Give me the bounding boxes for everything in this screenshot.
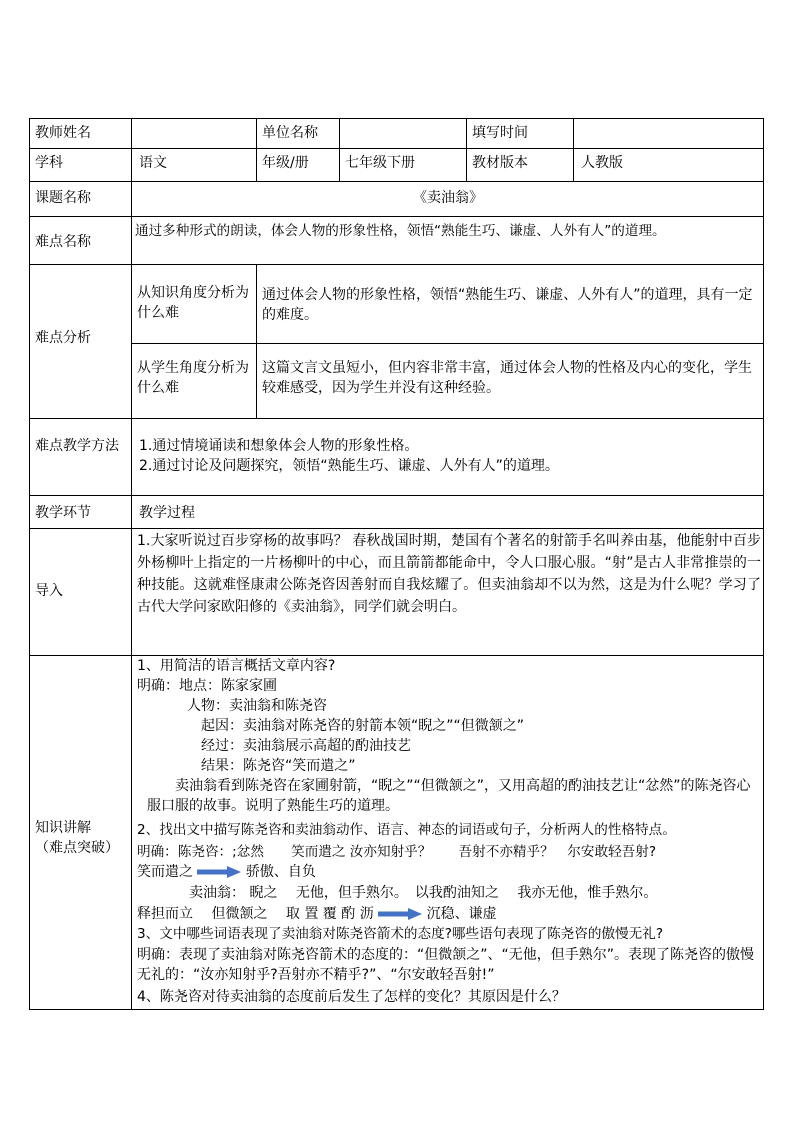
row-divider (29, 264, 764, 265)
analysis-label: 难点分析 (35, 330, 91, 346)
grade-label: 年级/册 (262, 155, 309, 171)
table-border-left (29, 118, 30, 1010)
q3-text: 3、文中哪些词语表现了卖油翁对陈尧咨箭术的态度?哪些语句表现了陈尧咨的傲慢无礼? (137, 926, 664, 942)
textbook-label: 教材版本 (472, 155, 528, 171)
q2-answer-chen-trait (137, 862, 761, 882)
q2-old-man-trait: 沉稳、谦虚 (426, 906, 497, 922)
col-divider (339, 118, 340, 182)
textbook-value: 人教版 (581, 155, 623, 171)
q1-answer-process: 经过：卖油翁展示高超的酌油技艺 (201, 738, 411, 754)
q1-answer-people: 人物：卖油翁和陈尧咨 (187, 698, 327, 714)
steps-label: 教学环节 (35, 505, 91, 521)
knowledge-label: 知识讲解 (35, 820, 91, 836)
analysis-student-label: 从学生角度分析为什么难 (137, 360, 249, 396)
methods-line-2: 2.通过讨论及问题探究，领悟“熟能生巧、谦虚、人外有人”的道理。 (139, 458, 559, 474)
q4-text: 4、陈尧咨对待卖油翁的态度前后发生了怎样的变化？其原因是什么？ (137, 989, 566, 1005)
row-divider (29, 495, 764, 496)
q1-answer-cause: 起因：卖油翁对陈尧咨的射箭本领“睨之”“但微颔之” (201, 718, 525, 734)
analysis-knowledge-label: 从知识角度分析为什么难 (137, 285, 249, 321)
q3-answer: 明确：表现了卖油翁对陈尧咨箭术的态度的：“但微颔之”、“无他，但手熟尔”。表现了陈尧咨的傲慢无礼的：“汝亦知射乎?吾射亦不精乎?”、“尔安敢轻吾射!” (137, 947, 755, 983)
topic-label: 课题名称 (35, 190, 91, 206)
col-divider (256, 264, 257, 419)
q1-answer-result: 结果：陈尧咨“笑而遣之” (201, 758, 356, 774)
knowledge-sublabel: （难点突破） (35, 840, 119, 856)
row-divider (131, 343, 764, 344)
q2-answer-chen: 明确：陈尧咨：;忿然 笑而遣之 汝亦知射乎？ 吾射不亦精乎？ 尔安敢轻吾射? (137, 844, 657, 860)
table-border-top (29, 118, 764, 119)
row-divider (29, 528, 764, 529)
analysis-knowledge-text: 通过体会人物的形象性格，领悟“熟能生巧、谦虚、人外有人”的道理，具有一定的难度。 (262, 287, 753, 323)
difficulty-value: 通过多种形式的朗读，体会人物的形象性格，领悟“熟能生巧、谦虚、人外有人”的道理。 (135, 223, 666, 239)
q2-chen-words: 笑而遣之 (137, 864, 193, 880)
row-divider (29, 216, 764, 217)
q2-old-man-words: 释担而立 但微颔之 取 置 覆 酌 沥 (137, 906, 374, 922)
table-border-bottom (29, 1009, 764, 1010)
intro-label: 导入 (35, 583, 63, 599)
teacher-name-label: 教师姓名 (35, 125, 91, 141)
col-divider (131, 118, 132, 1010)
q2-text: 2、找出文中描写陈尧咨和卖油翁动作、语言、神态的词语或句子，分析两人的性格特点。 (137, 822, 676, 838)
difficulty-label: 难点名称 (35, 234, 91, 250)
intro-text: 1.大家听说过百步穿杨的故事吗？ 春秋战国时期，楚国有个著名的射箭手名叫养由基，他能射中百步外杨柳叶上指定的一片杨柳叶的中心，而且箭箭都能命中，令人口服心服。“射”是古人非常推崇的一种技能。这就难怪康肃公陈尧咨因善射而自我炫耀了。但卖油翁却不以为然，这是为什么呢？学习了古代大学问家欧阳修的《卖油翁》，同学们就会明白。 (137, 533, 761, 615)
methods-label: 难点教学方法 (35, 438, 119, 454)
lesson-plan-table (29, 118, 764, 1010)
q1-text: 1、用简洁的语言概括文章内容? (137, 658, 336, 674)
steps-value: 教学过程 (139, 505, 195, 521)
row-divider (29, 418, 764, 419)
unit-name-value[interactable] (345, 123, 465, 145)
q1-summary: 卖油翁看到陈尧咨在家圃射箭，“睨之”“但微颔之”，又用高超的酌油技艺让“忿然”的陈尧咨心服口服的故事。说明了熟能生巧的道理。 (147, 778, 751, 814)
row-divider (29, 148, 764, 149)
fill-time-value[interactable] (577, 123, 757, 145)
arrow-right-icon (378, 908, 422, 920)
topic-value: 《卖油翁》 (413, 190, 483, 206)
q2-answer-old-man: 卖油翁： 睨之 无他，但手熟尔。 以我酌油知之 我亦无他，惟手熟尔。 (189, 885, 658, 901)
row-divider (29, 655, 764, 656)
q1-answer-place: 明确：地点：陈家家圃 (137, 678, 277, 694)
table-border-right (763, 118, 764, 1010)
q2-answer-old-man-trait (137, 904, 761, 924)
teacher-name-value[interactable] (135, 123, 255, 145)
col-divider (466, 118, 467, 182)
col-divider (256, 118, 257, 182)
arrow-right-icon (197, 866, 241, 878)
analysis-student-text: 这篇文言文虽短小，但内容非常丰富，通过体会人物的性格及内心的变化，学生较难感受，因为学生并没有这种经验。 (262, 360, 752, 396)
q2-chen-trait: 骄傲、自负 (245, 864, 316, 880)
fill-time-label: 填写时间 (472, 125, 528, 141)
col-divider (573, 118, 574, 182)
unit-name-label: 单位名称 (262, 125, 318, 141)
subject-value: 语文 (139, 155, 167, 171)
subject-label: 学科 (35, 155, 63, 171)
grade-value: 七年级下册 (345, 155, 415, 171)
row-divider (29, 181, 764, 182)
methods-line-1: 1.通过情境诵读和想象体会人物的形象性格。 (139, 438, 419, 454)
